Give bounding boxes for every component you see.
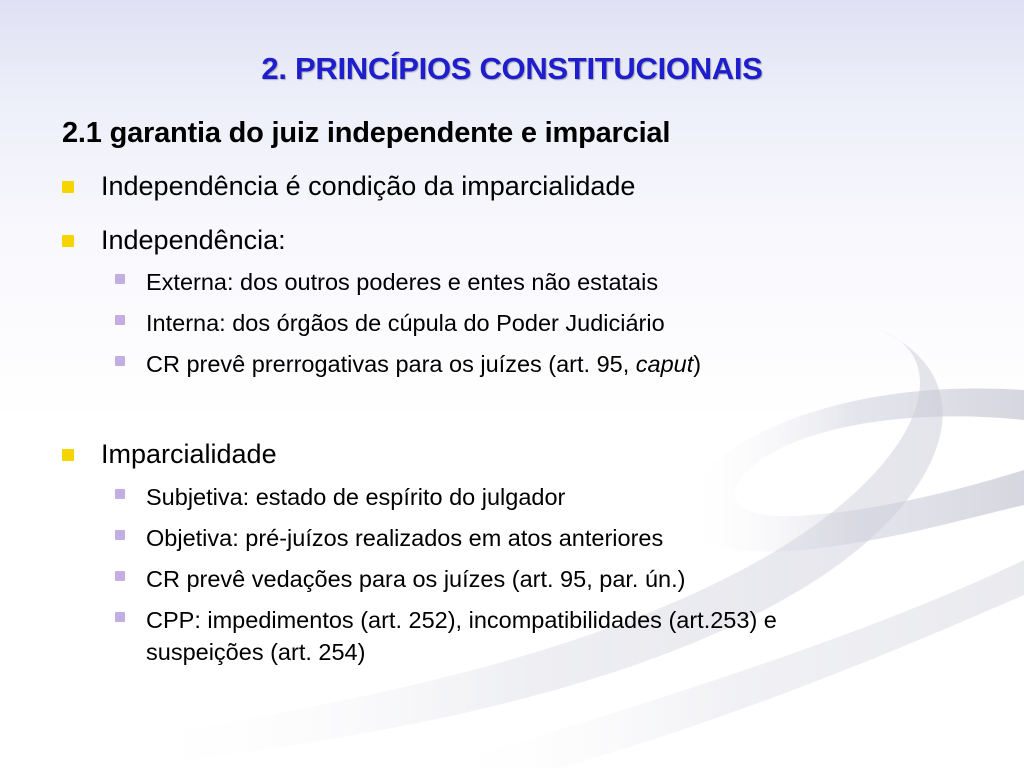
subbullet-text: CR prevê vedações para os juízes (art. 95, par. ún.)	[146, 566, 686, 592]
square-subbullet-icon	[115, 571, 125, 581]
subbullet-text: Externa: dos outros poderes e entes não estatais	[146, 269, 659, 295]
subbullet-text: Interna: dos órgãos de cúpula do Poder Judiciário	[146, 310, 665, 336]
subbullet-text: Subjetiva: estado de espírito do julgador	[146, 484, 566, 510]
subbullet-text	[146, 348, 701, 380]
square-subbullet-icon	[115, 530, 125, 540]
square-subbullet-icon	[115, 315, 125, 325]
square-bullet-icon	[62, 235, 74, 247]
subbullet-text-start: CR prevê prerrogativas para os juízes (art. 95,	[146, 351, 636, 377]
bullet-text: Imparcialidade	[101, 439, 277, 469]
subbullet-text: Objetiva: pré-juízos realizados em atos anteriores	[146, 525, 664, 551]
square-subbullet-icon	[115, 489, 125, 499]
slide-subtitle: 2.1 garantia do juiz independente e imparcial	[62, 117, 671, 149]
subbullet-text	[146, 604, 777, 668]
bullet-text: Independência é condição da imparcialidade	[101, 171, 636, 201]
subbullet-text-line1: CPP: impedimentos (art. 252), incompatibilidades (art.253) e	[146, 607, 777, 633]
square-subbullet-icon	[115, 274, 125, 284]
square-bullet-icon	[62, 181, 74, 193]
square-subbullet-icon	[115, 612, 125, 622]
subbullet-italic-caput: caput	[635, 351, 694, 377]
bullet-text: Independência:	[101, 225, 286, 255]
square-subbullet-icon	[115, 356, 125, 366]
subbullet-text-end: )	[693, 351, 702, 377]
subbullet-text-line2: suspeições (art. 254)	[146, 639, 366, 665]
slide-title: 2. PRINCÍPIOS CONSTITUCIONAIS	[261, 51, 763, 86]
square-bullet-icon	[62, 449, 74, 461]
